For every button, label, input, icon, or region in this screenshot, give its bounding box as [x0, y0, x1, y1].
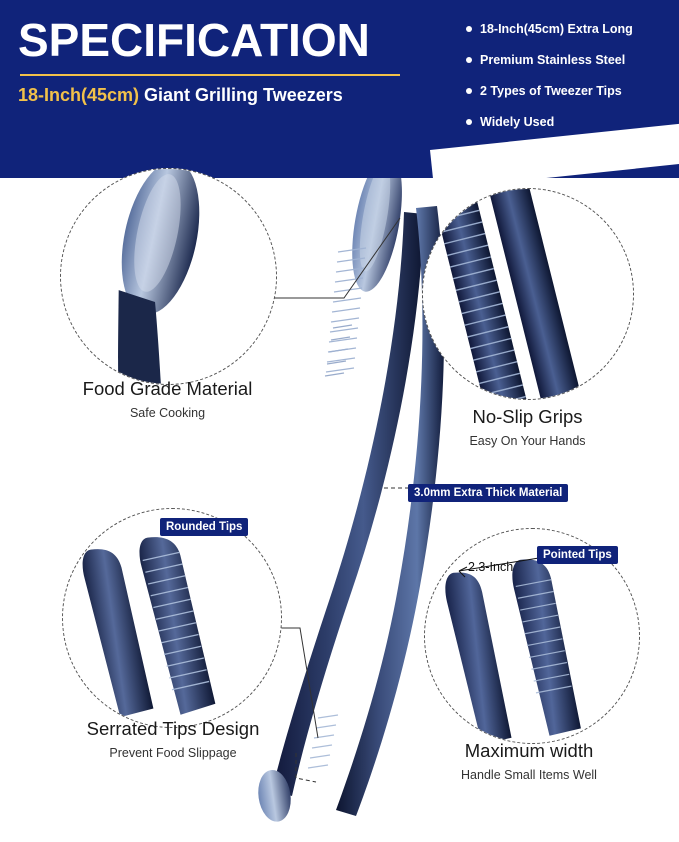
bullet-dot-icon — [466, 88, 472, 94]
callout-title: Serrated Tips Design — [86, 718, 260, 739]
callout-subtitle: Prevent Food Slippage — [109, 746, 237, 760]
feature-bullet-label: Premium Stainless Steel — [480, 53, 626, 67]
feature-bullet-label: 2 Types of Tweezer Tips — [480, 84, 622, 98]
grip-detail-art — [423, 189, 633, 399]
food-grade-detail-art — [61, 169, 276, 384]
caption-food-grade — [30, 378, 305, 420]
callout-title: Maximum width — [464, 740, 594, 761]
page-title: SPECIFICATION — [18, 14, 370, 66]
caption-maximum-width — [398, 740, 660, 782]
subtitle-rest: Giant Grilling Tweezers — [139, 85, 343, 105]
header-banner — [0, 0, 679, 178]
feature-bullet-label: 18-Inch(45cm) Extra Long — [480, 22, 633, 36]
callout-title: Food Grade Material — [82, 378, 253, 399]
feature-bullet — [466, 22, 676, 36]
callout-subtitle: Easy On Your Hands — [469, 434, 586, 448]
label-width-measure: 2.3-Inch — [468, 560, 514, 574]
title-divider — [20, 74, 400, 76]
callout-crop-no-slip-grips — [422, 188, 634, 400]
feature-bullet — [466, 53, 676, 67]
callout-crop-serrated-tips — [62, 508, 282, 728]
bullet-dot-icon — [466, 57, 472, 63]
caption-serrated-tips — [30, 718, 316, 760]
caption-no-slip-grips — [400, 406, 655, 448]
badge-rounded-tips: Rounded Tips — [160, 518, 248, 536]
callout-subtitle: Handle Small Items Well — [461, 768, 597, 782]
callout-crop-food-grade — [60, 168, 277, 385]
product-stage — [0, 178, 679, 842]
header-subtitle — [18, 85, 438, 106]
feature-bullet — [466, 84, 676, 98]
subtitle-accent: 18-Inch(45cm) — [18, 85, 140, 105]
callout-subtitle: Safe Cooking — [129, 406, 206, 420]
bullet-dot-icon — [466, 119, 472, 125]
serrated-tips-detail-art — [63, 509, 281, 727]
header-left-block — [18, 12, 438, 106]
badge-pointed-tips: Pointed Tips — [537, 546, 618, 564]
badge-thickness: 3.0mm Extra Thick Material — [408, 484, 568, 502]
feature-bullet-label: Widely Used — [480, 115, 555, 129]
bullet-dot-icon — [466, 26, 472, 32]
callout-title: No-Slip Grips — [472, 406, 583, 427]
